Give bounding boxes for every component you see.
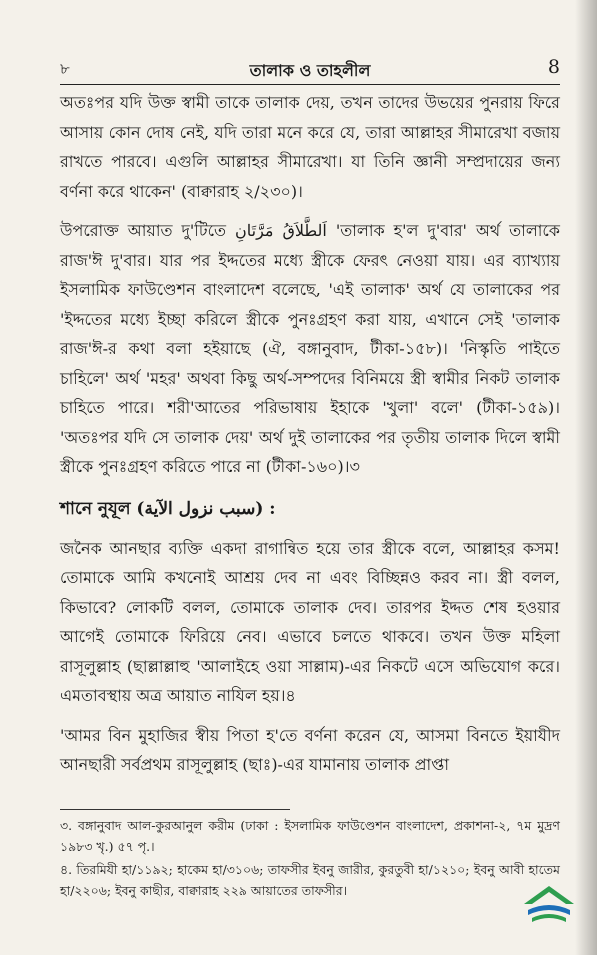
running-title: তালাক ও তাহলীল — [249, 61, 371, 80]
footnote-divider — [60, 809, 290, 810]
paragraph-2: উপরোক্ত আয়াত দু'টিতে اَلطَّلاَقُ مَرَّتَانِ 'তালাক হ'ল দু'বার' অর্থ তালাকে রাজ'ঈ দু'বার। যার পর ইদ্দতের মধ্যে স্ত্রীকে ফেরৎ নেওয়া যায়। এর ব্যাখ্যায় ইসলামিক ফাউণ্ডেশন বাংলাদেশ বলেছে, 'এই তালাক' অর্থ যে তালাকের পর 'ইদ্দতের মধ্যে ইচ্ছা করিলে স্ত্রীকে পুনঃগ্রহণ করা যায়, এখানে সেই 'তালাক রাজ'ঈ-র কথা বলা হইয়াছে (ঐ, বঙ্গানুবাদ, টীকা-১৫৮)। 'নিস্কৃতি পাইতে চাহিলে' অর্থ 'মহর' অথবা কিছু অর্থ-সম্পদের বিনিময়ে স্ত্রী স্বামীর নিকট তালাক চাহিতে পারে। শরী'আতের পরিভাষায় ইহাকে 'খুলা' বলে' (টীকা-১৫৯)। 'অতঃপর যদি সে তালাক দেয়' অর্থ দুই তালাকের পর তৃতীয় তালাক দিলে স্বামী স্ত্রীকে পুনঃগ্রহণ করিতে পারে না (টীকা-১৬০)।৩ — [60, 221, 560, 476]
page-number-right: 8 — [547, 56, 560, 78]
footnote-3: ৩. বঙ্গানুবাদ আল-কুরআনুল করীম (ঢাকা : ইসলামিক ফাউণ্ডেশন বাংলাদেশ, প্রকাশনা-২, ৭ম মুদ্রণ ১৯৮৩ খৃ.) ৫৭ পৃ.। — [60, 818, 560, 854]
footnote-4: ৪. তিরমিযী হা/১১৯২; হাকেম হা/৩১০৬; তাফসীর ইবনু জারীর, কুরতুবী হা/১২১০; ইবনু আবী হাতেম হা/২২০৬; ইবনু কাছীর, বাক্বারাহ ২২৯ আয়াতের তাফসীর। — [60, 862, 560, 898]
paragraph-1: অতঃপর যদি উক্ত স্বামী তাকে তালাক দেয়, তখন তাদের উভয়ের পুনরায় ফিরে আসায় কোন দোষ নেই, যদি তারা মনে করে যে, তারা আল্লাহর সীমারেখা বজায় রাখতে পারবে। এগুলি আল্লাহর সীমারেখা। যা তিনি জ্ঞানী সম্প্রদায়ের জন্য বর্ণনা করে থাকেন' (বাক্বারাহ ২/২৩০)। — [60, 93, 560, 201]
paragraph-4: 'আমর বিন মুহাজির স্বীয় পিতা হ'তে বর্ণনা করেন যে, আসমা বিনতে ইয়াযীদ আনছারী সর্বপ্রথম রাসূলুল্লাহ (ছাঃ)-এর যামানায় তালাক প্রাপ্তা — [60, 725, 560, 774]
page-spine-shadow — [575, 0, 597, 955]
publisher-logo-icon — [520, 878, 578, 926]
page-header — [60, 58, 560, 80]
footnotes — [60, 815, 560, 903]
header-divider — [60, 84, 560, 85]
section-heading: শানে নুযূল (سبب نزول الآية) : — [60, 498, 276, 519]
paragraph-3: জনৈক আনছার ব্যক্তি একদা রাগান্বিত হয়ে তার স্ত্রীকে বলে, আল্লাহর কসম! তোমাকে আমি কখনোই আশ্রয় দেব না এবং বিচ্ছিন্নও করব না। স্ত্রী বলল, কিভাবে? লোকটি বলল, তোমাকে তালাক দেব। তারপর ইদ্দত শেষ হওয়ার আগেই তোমাকে ফিরিয়ে নেব। এভাবে চলতে থাকবে। তখন উক্ত মহিলা রাসূলুল্লাহ (ছাল্লাল্লাহু 'আলাইহে ওয়া সাল্লাম)-এর নিকটে এসে অভিযোগ করে। এমতাবস্থায় অত্র আয়াত নাযিল হয়।৪ — [60, 538, 560, 705]
main-text — [60, 88, 560, 790]
page-number-left: ৮ — [60, 60, 70, 78]
